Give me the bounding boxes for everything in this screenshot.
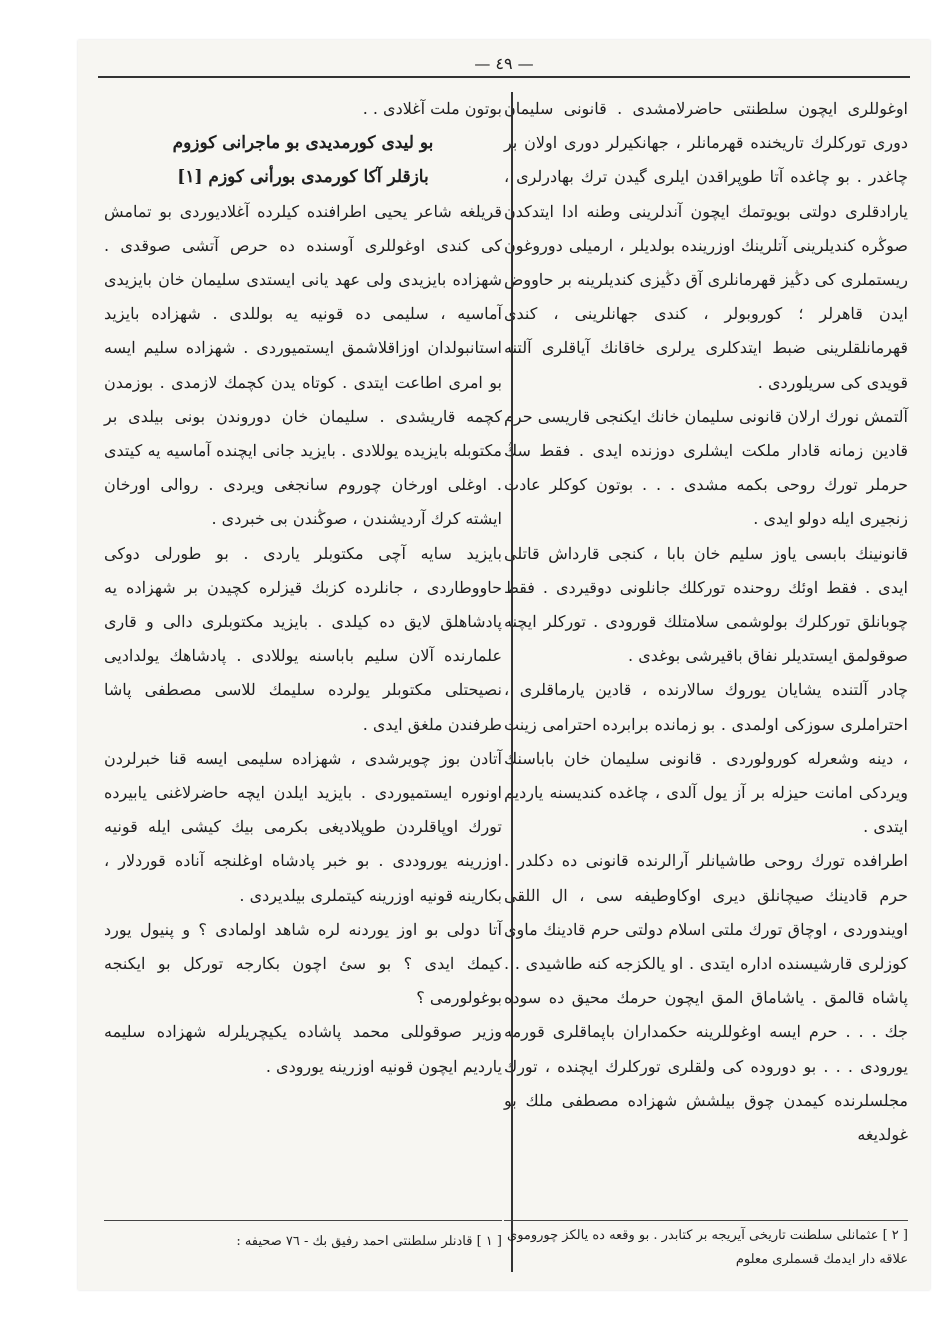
verse-line: بو ليدى كورمديدى بو ماجرانى كوزوم [172, 133, 434, 154]
paragraph: آتا دولى بو اوز يوردنه لره شاهد اولمادى ؟ و پنيول يورد كيمك ايدى ؟ بو سئ اچون بكارجه توركل بو ايكنجه بوغولورمى ؟ [104, 919, 502, 1008]
footnote-rule [104, 1220, 502, 1221]
paragraph: وزير صوقوللى محمد پاشاده يكيچريلرله شهزاده سليمه يارديم ايچون قونيه اوزرينه يورودى . [104, 1022, 502, 1076]
document-page [78, 40, 930, 1290]
paragraph: اوغوللرى ايچون سلطنتى حاضرلامشدى . قانونى سليمان دورى توركلرك تاريخنده قهرمانلر ، جهانكيرلر دورى اولان بر چاغدر . بو چاغده آتا طوپراقدن ايلرى گيدن ترك بهادرلرى ، يارادقلرى دولتى بويوتمك ايچون آندلرينى وطنه ادا ايتدكدن صوڭره كنديلرينى آتلرينك اوزرينده بولديلر ، ارميلى دوروغون ريستملرى كى دڭيز قهرمانلرى آق دڭيزى كنديلرينه بر حاووض ايدن قاهرلر ؛ كوروبولر ، كندى جهانلرينى ، كندى قهرمانلقلرينى ضبط ايتدكلرى يرلرى خاقانك آياقلرى آلتنه قويدى كى سريلوردى . [504, 99, 908, 392]
header-rule [98, 76, 910, 78]
page-number: — ٤٩ — [474, 54, 534, 73]
footnote-right: [ ٢ ] عثمانلى سلطنت تاريخى آيريجه بر كتابدر . بو وقعه ده يالكز چوروموى علاقه دار ايدمك قسملرى معلوم [507, 1228, 908, 1267]
paragraph: آتادن بوز چويرشدى ، شهزاده سليمى ايسه قنا خبرلردن اونوره ايستميوردى . بايزيد ايلدن ايچه حاضرلاغنى يابيرده تورك اوپاقلردن طوپلاديغى بكرمى بيك كيشى ايله قونيه اوزرينه يوروددى . بو خبر پادشاه اوغلنجه آناده قوردلار ، بكارينه قونيه اوزرينه كيتملرى بيلديردى . [104, 748, 502, 905]
paragraph: بايزيد سايه آچى مكتوبلر ياردى . بو طورلى دوكى حاووطاردى ، جانلرده كزبك قيزلره كچيدن بر شهزاده يه پادشاهلق لايق ده كيلدى . بايزيد مكتوبلرى دالى و قارى علمارنده آلان سليم باباسنه يوللادى . پادشاهك يولداديى نصيحتلى مكتوبلر يولرده سليمك للاسى مصطفى پاشا طرفندن ملغق ايدى . [104, 543, 502, 734]
paragraph: چادر آلتنده يشايان يوروك سالارنده ، قادين يارماقلرى ، احتراملرى سوزكى اولمدى . بو زمانده برابرده احترامى زينت ، دينه وشعرله كورولوردى . قانونى سليمان خان باباسنك ويردكى امانت حيزله بر آز يول آلدى ، چاغده كنديسنه يارديم ايتدى . [504, 680, 908, 837]
paragraph: بوتون ملت آغلادى . . [362, 99, 502, 118]
footnote-rule [504, 1220, 908, 1221]
paragraph: اطرافده تورك روحى طاشيانلر آرالرنده قانونى ده دكلدر . حرم قادينك صيچانلق ديرى اوكاوطيفه سى ، ال اللقى اويندوردى ، اوچاق تورك ملتى اسلام دولتى حرم قادينك ماوى كوزلرى قارشيسنده اداره ايتدى . او يالكزجه كنه طاشيدى . . پاشاه قالمق . ياشاماق المق ايچون حرمك محيق ده سوده جك . . . حرم ايسه اوغوللرينه حكمداران باپماقلرى قورمه يورودى . . . بو دوروده كى ولقلرى توركلرك ايچنده ، تورك مجلسلرنده كيمدن چوق بيلشش شهزاده مصطفى ملك بو غولديغه [504, 851, 908, 1145]
footnote-left: [ ١ ] قادنلر سلطنتى احمد رفيق بك - ٧٦ صحيفه : [236, 1234, 502, 1249]
paragraph: قريلغه شاعر يحيى اطرافنده كيلرده آغلاديوردى بو تمامش كى كندى اوغوللرى آوسنده ده حرص آتشى صوقدى . شهزاده بايزيدى ولى عهد يانى ايستدى سليمان خان بايزيدى آماسيه ، سليمى ده قونيه يه بوللدى . شهزاده بايزيد استانبولدان اوزاقلاشمق ايستميوردى . شهزاده سليم ايسه بو امرى اطاعت ايتدى . كوتاه يدن كچمك لازمدى . بوزمدن كچمه قاريشدى . سليمان خان دوروندن بونى بيلدى بر مكتوبله بايزيده يوللادى . بايزيد جانى ايچنده آماسيه يه كيتدى . اوغلى اورخان چوروم سانجغى ويردى . روالى اورخان ايشته كرك آرديشندن ، صوڭندن بى خبردى . [104, 201, 502, 529]
paragraph: قانونينك بابسى ياوز سليم خان بابا ، كنجى قارداش قاتلى ايدى . فقط اوئك روحنده توركلك جانلونى دوقيردى . فقط چوبانلق توركلرك بولوشمى سلامتلك قورودى . توركلر ايچنه صوقولمق ايستديلر نفاق باقيرشى بوغدى . [504, 543, 908, 666]
verse-line: بازقلر آكا كورمدى بورأنى كوزم [١] [177, 167, 429, 188]
column-divider [511, 92, 513, 1272]
left-column [104, 92, 502, 1220]
paragraph: آلتمش نورك ارلان قانونى سليمان خانك ايكنجى قاريسى حرم قادين زمانه قادار ملكت ايشلرى دوزنده ايدى . فقط سڭ حرملر تورك روحى بكمه مشدى . . . بوتون كوكلر عادت زنجيرى ايله دولو ايدى . [504, 406, 908, 529]
right-column [504, 92, 908, 1220]
